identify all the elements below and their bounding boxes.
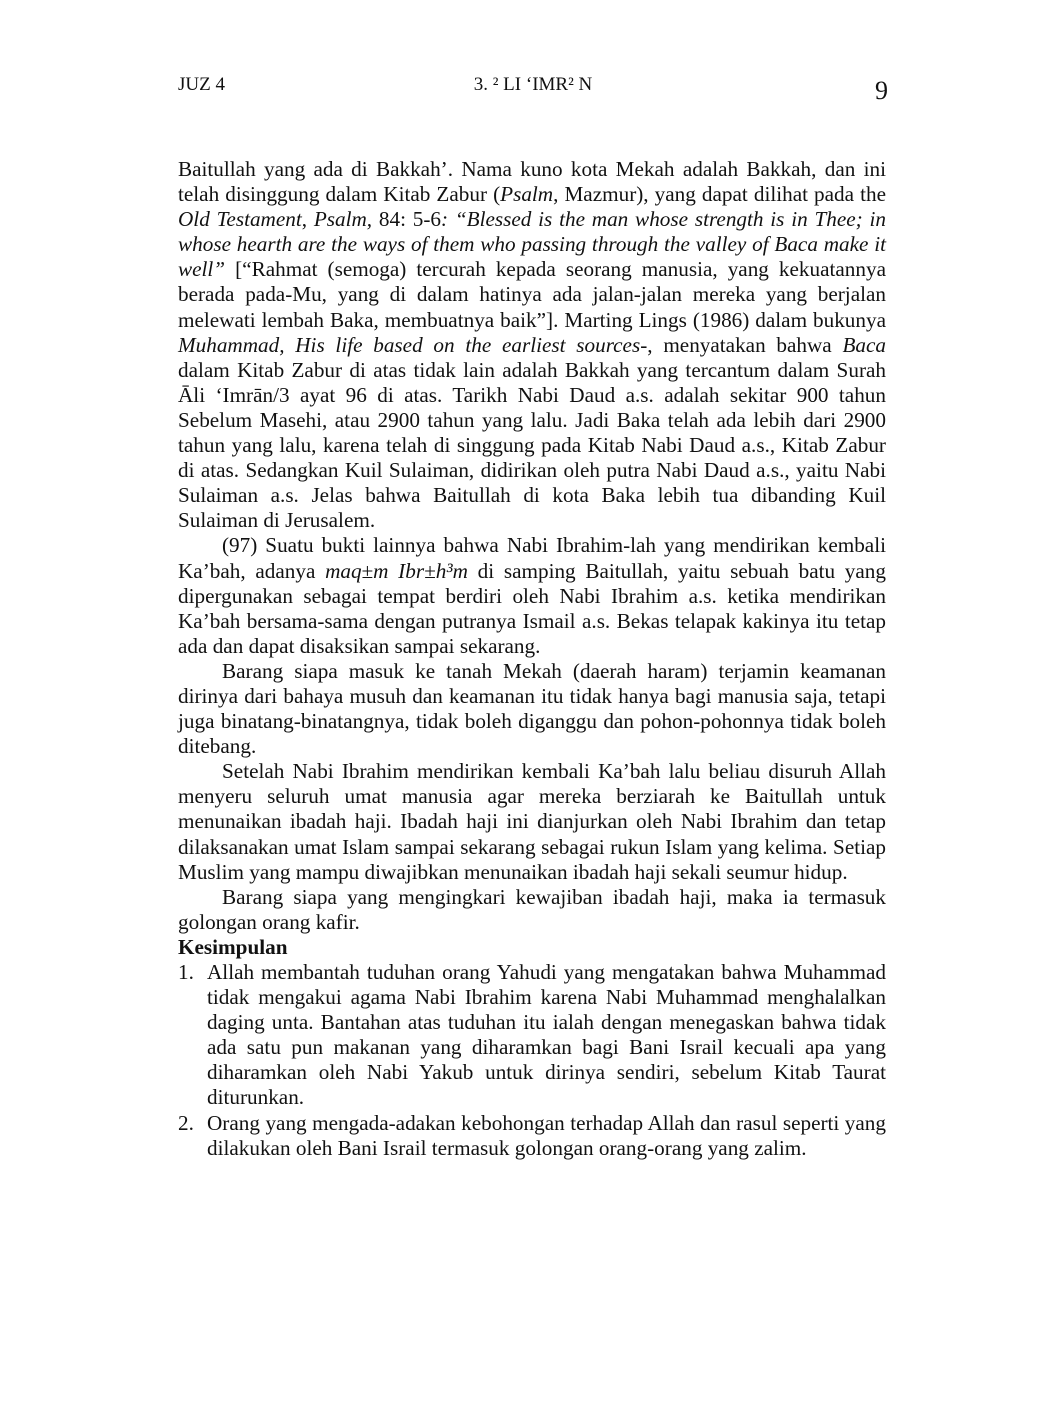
paragraph-kewajiban: Barang siapa yang mengingkari kewajiban ibadah haji, maka ia termasuk golongan orang kafir. [178,884,886,934]
italic-run: maq±m Ibr±h³m [325,558,468,583]
text-run: dalam Kitab Zabur di atas tidak lain adalah Bakkah yang tercantum dalam Surah Āli ‘Imrān/3 ayat 96 di atas. Tarikh Nabi Daud a.s. adalah sekitar 900 tahun Sebelum Masehi, atau 2900 tahun yang lalu. Jadi Baka telah ada lebih dari 2900 tahun yang lalu, karena telah di singgung pada Kitab Nabi Daud a.s., Kitab Zabur di atas. Sedangkan Kuil Sulaiman, didirikan oleh putra Nabi Daud a.s., yaitu Nabi Sulaiman a.s. Jelas bahwa Baitullah di kota Baka lebih tua dibanding Kuil Sulaiman di Jerusalem. [178,357,886,533]
text-run: , [301,207,314,232]
paragraph-bakkah [178,157,886,533]
running-header [178,72,888,105]
text-run: -, menyatakan bahwa [640,332,843,357]
list-number: 2. [178,1110,194,1135]
book-title: Muhammad, His life based on the earliest sources [178,332,641,357]
italic-run: Baca [842,332,886,357]
list-item [178,1111,886,1161]
paragraph-keamanan: Barang siapa masuk ke tanah Mekah (daerah haram) terjamin keamanan dirinya dari bahaya musuh dan keamanan itu tidak hanya bagi manusia saja, tetapi juga binatang-binatangnya, tidak boleh diganggu dan pohon-pohonnya tidak boleh ditebang. [178,658,886,759]
italic-run: Psalm [500,182,554,207]
list-item [178,960,886,1111]
section-heading: Kesimpulan [178,934,288,959]
text-run: di samping Baitullah, yaitu sebuah batu yang dipergunakan sebagai tempat berdiri oleh Nabi Ibrahim a.s. ketika mendirikan Ka’bah bersama-sama dengan putranya Ismail a.s. Bekas telapak kakinya itu tetap ada dan dapat disaksikan sampai sekarang. [178,558,886,658]
list-item-text: Orang yang mengada-adakan kebohongan terhadap Allah dan rasul seperti yang dilakukan oleh Bani Israil termasuk golongan orang-orang yang zalim. [207,1110,886,1160]
text-run: (97) Suatu bukti lainnya bahwa Nabi Ibrahim-lah yang mendirikan kembali Ka’bah, adanya [178,533,886,583]
text-run: [“Rahmat (semoga) tercurah kepada seorang manusia, yang kekuatannya berada pada-Mu, yang di dalam hatinya ada jalan-jalan mereka yang berjalan melewati lembah Baka, membuatnya baik”]. Marting Lings (1986) dalam bukunya [178,257,886,332]
juz-label: JUZ 4 [178,74,225,95]
psalm-quote: : “Blessed is the man whose strength is in Thee; in whose hearth are the ways of them who passing through the valley of Baca make it well” [178,207,887,282]
italic-run: Old Testament [178,207,302,232]
text-run: Baitullah yang ada di Bakkah’. Nama kuno kota Mekah adalah Bakkah, dan ini telah disinggung dalam Kitab Zabur ( [178,157,886,207]
list-number: 1. [178,960,194,984]
conclusion-list [178,960,886,1161]
paragraph-ibadah-haji: Setelah Nabi Ibrahim mendirikan kembali Ka’bah lalu beliau disuruh Allah menyeru seluruh umat manusia agar mereka berziarah ke Baitullah untuk menunaikan ibadah haji. Ibadah haji ini dianjurkan oleh Nabi Ibrahim dan tetap dilaksanakan umat Islam sampai sekarang sebagai rukun Islam yang kelima. Setiap Muslim yang mampu diwajibkan menunaikan ibadah haji sekali seumur hidup. [178,759,886,884]
surah-title: 3. ² LI ‘IMR² N [473,74,593,95]
paragraph-maqam-ibrahim [178,533,886,658]
list-item-text: Allah membantah tuduhan orang Yahudi yang mengatakan bahwa Muhammad tidak mengakui agama Nabi Ibrahim karena Nabi Muhammad menghalalkan daging unta. Bantahan atas tuduhan itu ialah dengan menegaskan bahwa tidak ada satu pun makanan yang diharamkan bagi Bani Israil kecuali apa yang diharamkan oleh Nabi Yakub untuk dirinya sendiri, sebelum Kitab Taurat diturunkan. [207,960,886,1110]
text-run: 84: 5-6 [372,207,442,232]
italic-run: Psalm, [313,207,373,232]
text-run: , Mazmur), yang dapat dilihat pada the [553,182,886,207]
page-number: 9 [875,76,888,105]
page-body [178,157,886,1161]
